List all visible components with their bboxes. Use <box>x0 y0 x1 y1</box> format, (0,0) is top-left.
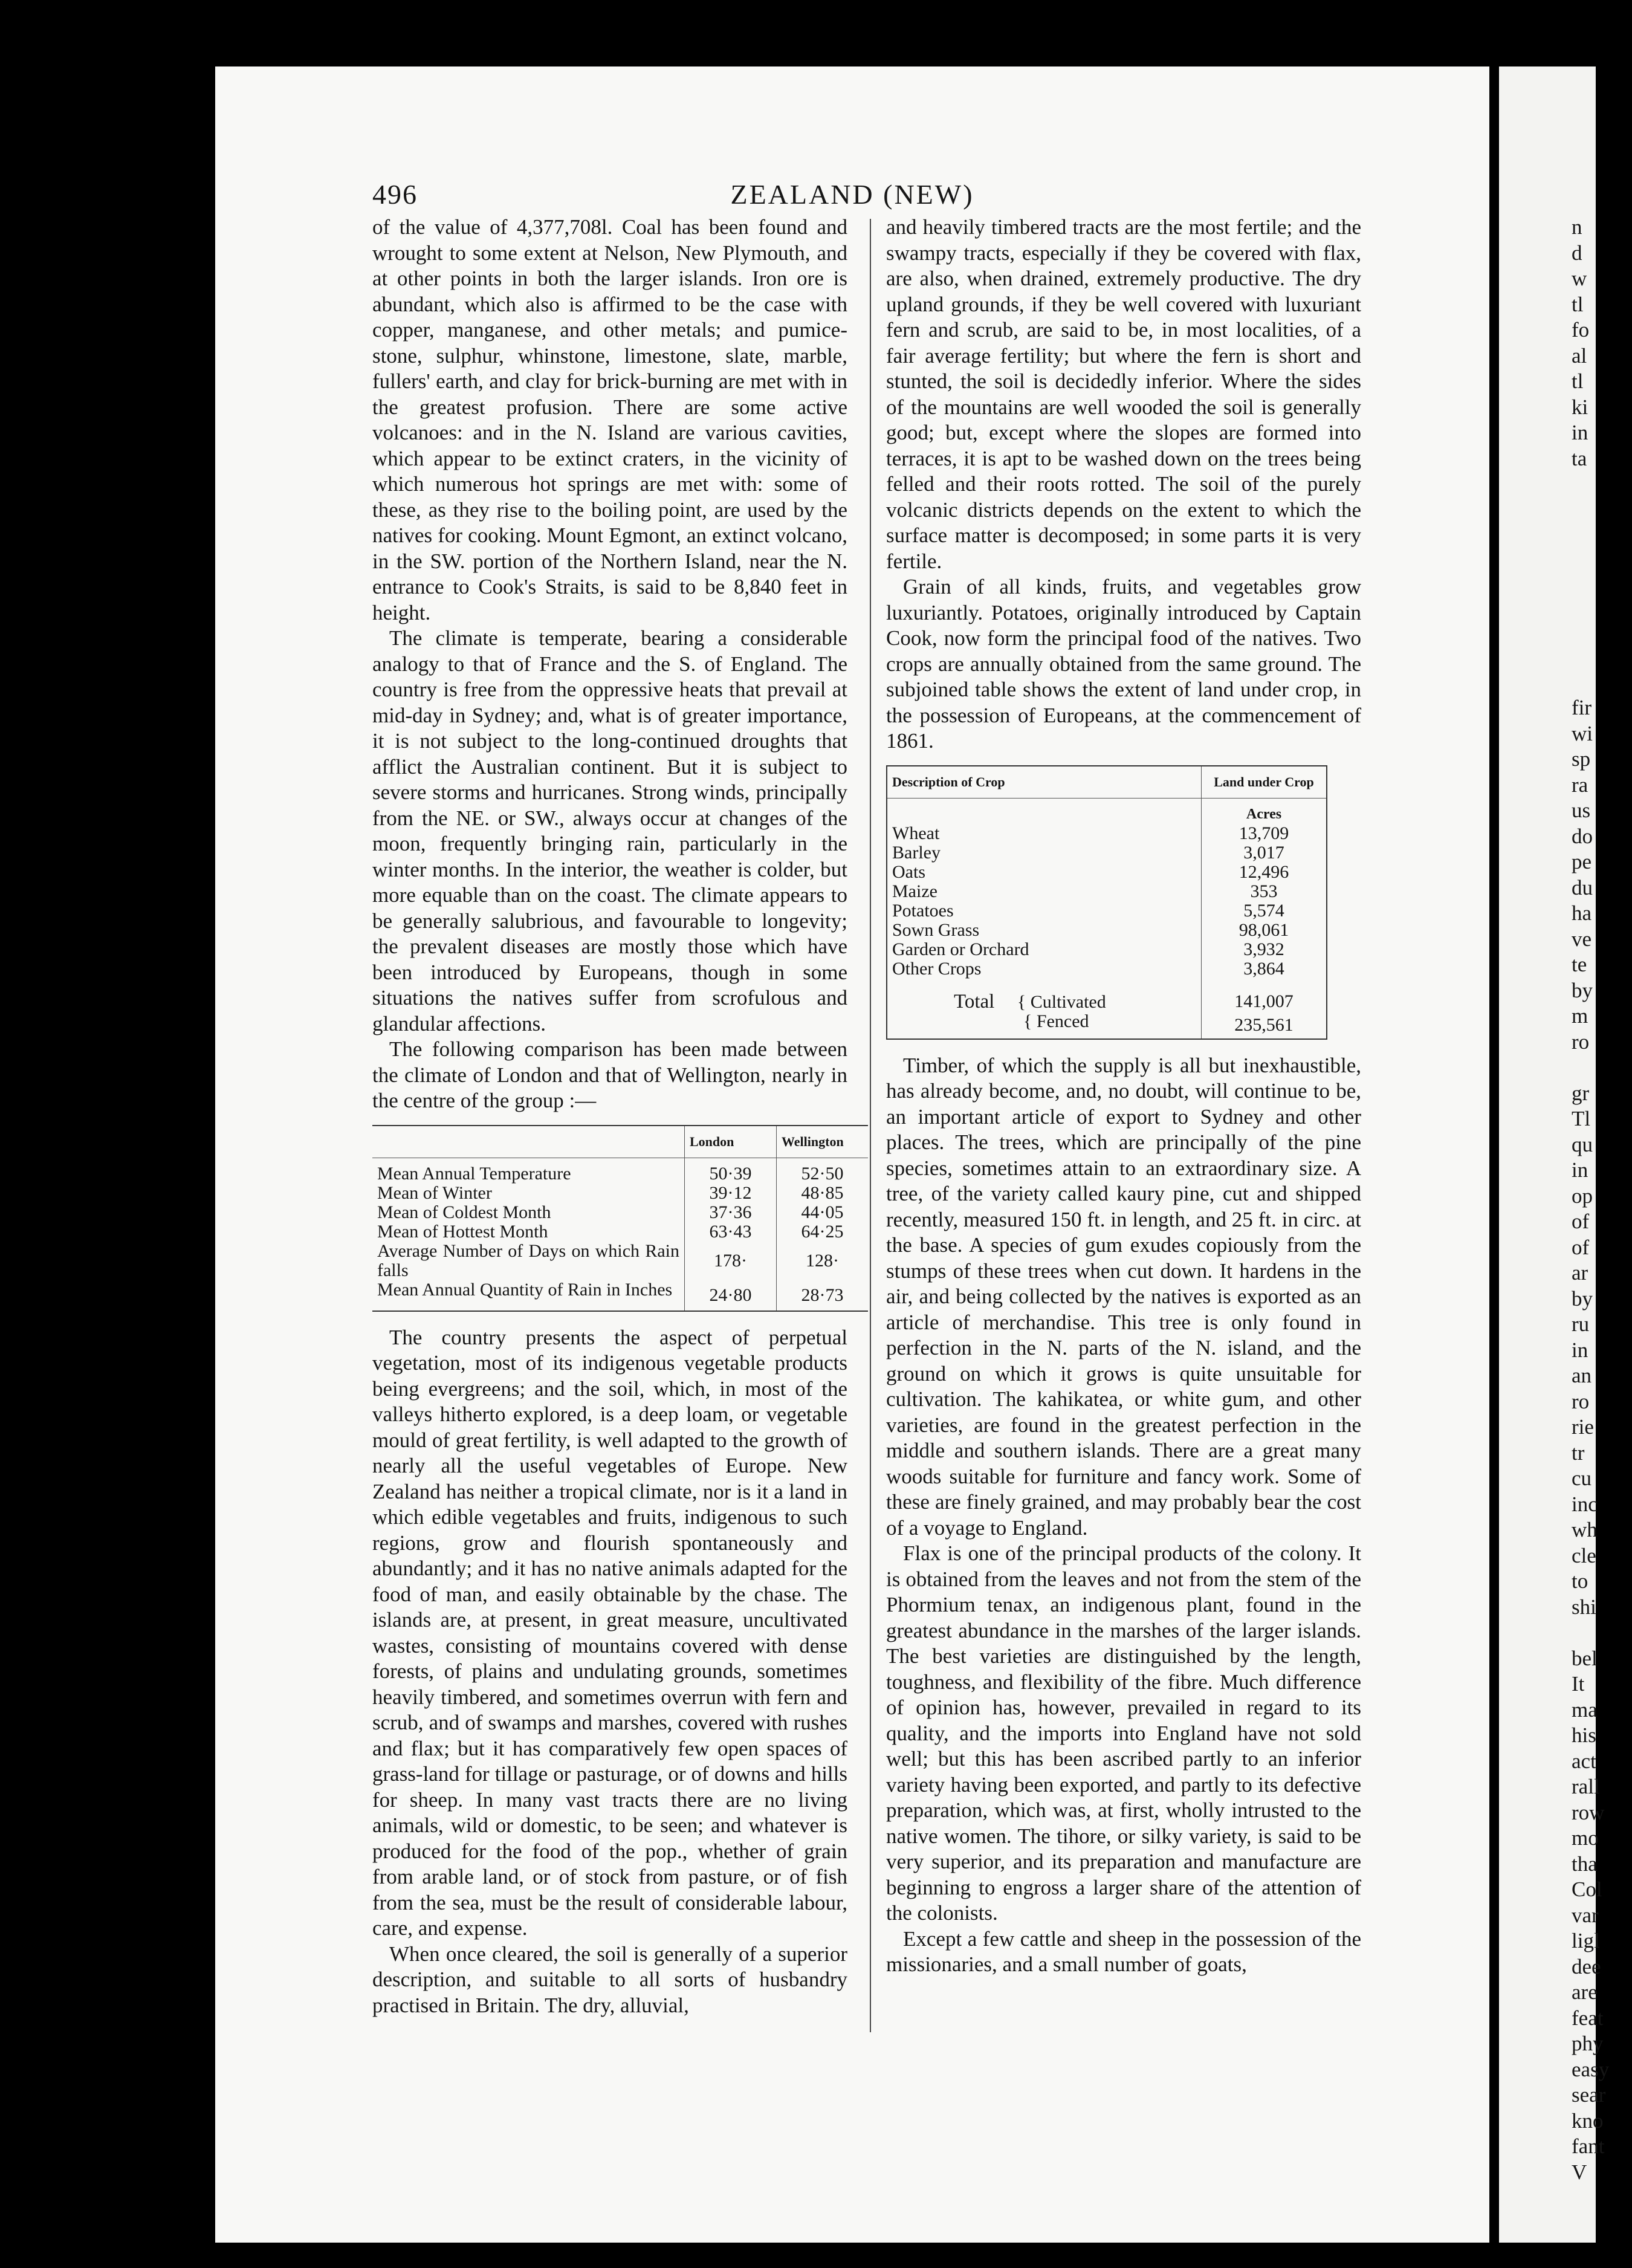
crop-acres: 5,574 <box>1202 901 1327 921</box>
london-value: 37·36 <box>685 1203 777 1222</box>
column-rule <box>870 219 871 2032</box>
fragment-line: var <box>1572 1903 1599 1927</box>
page-title: ZEALAND (NEW) <box>730 179 974 210</box>
fragment-line: wi <box>1572 721 1593 745</box>
fragment-line <box>1572 1620 1632 1646</box>
fragment-line: fant <box>1572 2134 1605 2158</box>
climate-label: Mean Annual Quantity of Rain in Inches <box>377 1279 673 1300</box>
fragment-line: wh <box>1572 1518 1598 1541</box>
paragraph: Grain of all kinds, fruits, and vegetables grow luxuriantly. Potatoes, originally introduced by Captain Cook, now form the principal food of the natives. Two crops are annually obtained from the same ground. The subjoined table shows the extent of land under crop, in the possession of Europeans, at the commencement of 1861. <box>886 575 1361 753</box>
table-row <box>887 921 1327 940</box>
climate-label: Mean Annual Temperature <box>377 1163 571 1184</box>
crop-name: Maize <box>892 881 937 901</box>
london-value: 39·12 <box>685 1184 777 1203</box>
fragment-line: n <box>1572 215 1582 239</box>
fragment-line: mo <box>1572 1826 1599 1850</box>
fragment-line: fo <box>1572 318 1590 342</box>
unit-label: Acres <box>1202 798 1327 824</box>
fragment-line: in <box>1572 421 1588 444</box>
total-cultivated-acres: 141,007 <box>1202 992 1327 1012</box>
crop-table <box>886 765 1327 1040</box>
fragment-line: Tl <box>1572 1107 1591 1130</box>
total-fenced-label: Fenced <box>1036 1011 1089 1031</box>
crop-name: Oats <box>892 861 925 882</box>
climate-label: Mean of Hottest Month <box>377 1221 548 1242</box>
fragment-line: Col <box>1572 1878 1602 1901</box>
fragment-line: pe <box>1572 850 1592 873</box>
book-page <box>215 66 1489 2243</box>
fragment-line: rie <box>1572 1415 1594 1439</box>
fragment-line: tl <box>1572 369 1584 393</box>
table-row <box>372 1184 868 1203</box>
fragment-line: us <box>1572 799 1591 822</box>
fragment-line: in <box>1572 1338 1588 1362</box>
climate-label: Average Number of Days on which Rain falls <box>377 1240 679 1280</box>
paragraph: Flax is one of the principal products of the colony. It is obtained from the leaves and not from the stem of the Phormium tenax, an indigenous plant, found in the greatest abundance in the marshes of the larger islands. The best varieties are distinguished by the length, toughness, and flexibility of the fibre. Much difference of opinion has, however, prevailed in regard to its quality, and the imports into England have not sold well; but this has been ascribed partly to an inferior variety having been exported, and partly to its defective preparation, which was, at first, wholly intrusted to the native women. The tihore, or silky variety, is said to be very superior, and its preparation and manufacture are beginning to engross a larger share of the attention of the colonists. <box>886 1541 1361 1925</box>
table-header: Description of Crop <box>887 766 1202 799</box>
fragment-line: kno <box>1572 2108 1604 2133</box>
fragment-line: V <box>1572 2160 1587 2184</box>
fragment-line: inc <box>1572 1492 1598 1516</box>
crop-name: Garden or Orchard <box>892 939 1029 959</box>
table-row <box>372 1242 868 1280</box>
fragment-line: ra <box>1572 773 1588 797</box>
table-row <box>887 824 1327 843</box>
crop-name: Potatoes <box>892 900 954 921</box>
paragraph: of the value of 4,377,708l. Coal has been found and wrought to some extent at Nelson, New Plymouth, and at other points in both the larger islands. Iron ore is abundant, which also is affirmed to be the case with copper, manganese, and other metals; and pumice-stone, sulphur, whinstone, limestone, slate, marble, fullers' earth, and clay for brick-burning are met with in the greatest profusion. There are some active volcanoes: and in the N. Island are various cavities, which appear to be extinct craters, in the vicinity of which numerous hot springs are met with: some of these, as they rise to the boiling point, are used by the natives for cooking. Mount Egmont, an extinct volcano, in the SW. portion of the Northern Island, near the N. entrance to Cook's Straits, is said to be 8,840 feet in height. <box>372 215 847 624</box>
london-value: 50·39 <box>685 1164 777 1184</box>
fragment-line: act <box>1572 1749 1596 1773</box>
table-header: London <box>685 1126 777 1158</box>
fragment-line: tha <box>1572 1852 1598 1876</box>
crop-acres: 3,864 <box>1202 959 1327 979</box>
table-header: Land under Crop <box>1202 766 1327 799</box>
crop-name: Barley <box>892 842 941 863</box>
fragment-line: sear <box>1572 2083 1606 2107</box>
fragment-line: tl <box>1572 292 1584 316</box>
fragment-line: ve <box>1572 927 1592 951</box>
fragment-line: phy <box>1572 2032 1604 2055</box>
table-row <box>372 1280 868 1311</box>
fragment-line: tr <box>1572 1440 1585 1465</box>
crop-name: Sown Grass <box>892 919 980 940</box>
fragment-line: shi <box>1572 1595 1596 1619</box>
right-column <box>886 215 1361 1978</box>
adjacent-page-fragments <box>1572 215 1632 2185</box>
wellington-value: 44·05 <box>777 1203 869 1222</box>
left-column <box>372 215 847 2018</box>
fragment-line: ar <box>1572 1261 1588 1285</box>
fragment-line: ma <box>1572 1697 1598 1722</box>
fragment-line: ru <box>1572 1312 1590 1336</box>
total-fenced-acres: 235,561 <box>1202 1012 1327 1039</box>
total-label: Total <box>954 990 995 1012</box>
wellington-value: 128· <box>777 1242 869 1280</box>
fragment-line: by <box>1572 1286 1593 1311</box>
wellington-value: 64·25 <box>777 1222 869 1242</box>
table-row <box>887 959 1327 979</box>
fragment-line: ro <box>1572 1389 1590 1413</box>
fragment-line: in <box>1572 1158 1588 1182</box>
crop-name: Wheat <box>892 823 940 843</box>
fragment-line: bel <box>1572 1646 1598 1670</box>
fragment-line: row <box>1572 1800 1605 1824</box>
crop-name: Other Crops <box>892 958 982 979</box>
fragment-line: feat <box>1572 2006 1604 2030</box>
fragment-line: It <box>1572 1672 1585 1696</box>
running-header <box>215 178 1489 215</box>
fragment-line: dee <box>1572 1954 1601 1978</box>
wellington-value: 52·50 <box>777 1164 869 1184</box>
paragraph: When once cleared, the soil is generally of a superior description, and suitable to all sorts of husbandry practised in Britain. The dry, alluvial, <box>372 1942 847 2017</box>
climate-label: Mean of Coldest Month <box>377 1202 551 1222</box>
table-row <box>887 863 1327 882</box>
fragment-line: ki <box>1572 395 1588 419</box>
fragment-line: by <box>1572 978 1593 1002</box>
table-header-row <box>887 766 1327 799</box>
fragment-line: his <box>1572 1723 1596 1747</box>
fragment-line: du <box>1572 875 1593 899</box>
wellington-value: 48·85 <box>777 1184 869 1203</box>
fragment-line: te <box>1572 953 1587 976</box>
fragment-line: to <box>1572 1569 1588 1593</box>
fragment-line: ha <box>1572 901 1592 925</box>
fragment-line: ro <box>1572 1029 1590 1054</box>
table-header <box>372 1126 685 1158</box>
crop-acres: 3,017 <box>1202 843 1327 863</box>
fragment-line: qu <box>1572 1132 1593 1156</box>
page-number: 496 <box>372 179 418 210</box>
table-row <box>887 843 1327 863</box>
total-row: Total { Cultivated 141,007 <box>887 992 1327 1012</box>
fragment-block <box>1572 695 1632 2185</box>
fragment-line: gr <box>1572 1081 1590 1105</box>
total-row: { Fenced 235,561 <box>887 1012 1327 1039</box>
fragment-line: are <box>1572 1980 1598 2004</box>
fragment-line: cle <box>1572 1543 1596 1567</box>
fragment-line: rall <box>1572 1775 1600 1798</box>
adjacent-page-edge <box>1499 66 1610 2243</box>
table-row <box>372 1164 868 1184</box>
crop-acres: 13,709 <box>1202 824 1327 843</box>
total-cultivated-label: Cultivated <box>1030 991 1106 1012</box>
table-header: Wellington <box>777 1126 869 1158</box>
fragment-line: d <box>1572 241 1582 265</box>
london-value: 63·43 <box>685 1222 777 1242</box>
fragment-line: op <box>1572 1184 1593 1208</box>
fragment-line: of <box>1572 1235 1590 1259</box>
london-value: 178· <box>685 1242 777 1280</box>
fragment-block <box>1572 215 1632 471</box>
paragraph: The country presents the aspect of perpetual vegetation, most of its indigenous vegetable products being evergreens; and the soil, which, in most of the valleys hitherto explored, is a deep loam, or vegetable mould of great fertility, is well adapted to the growth of nearly all the useful vegetables of Europe. New Zealand has neither a tropical climate, nor is it a land in which edible vegetables and fruits, indigenous to such regions, grow and flourish spontaneously and abundantly; and it has no native animals adapted for the food of man, and easily obtainable by the chase. The islands are, at present, in great measure, uncultivated wastes, consisting of mountains covered with dense forests, of plains and undulating grounds, sometimes heavily timbered, and sometimes overrun with fern and scrub, and of swamps and marshes, covered with rushes and flax; but it has comparatively few open spaces of grass-land for tillage or pasturage, or of downs and hills for sheep. In many vast tracts there are no living animals, wild or domestic, to be seen; and whatever is produced for the food of the pop., whether of grain from arable land, or of stock from pasture, or of fish from the sea, must be the result of considerable labour, care, and expense. <box>372 1325 847 1940</box>
climate-table <box>372 1125 868 1312</box>
crop-acres: 353 <box>1202 882 1327 901</box>
london-value: 24·80 <box>685 1280 777 1311</box>
climate-label: Mean of Winter <box>377 1182 492 1203</box>
fragment-line: ligl <box>1572 1929 1600 1952</box>
fragment-line: al <box>1572 343 1587 368</box>
wellington-value: 28·73 <box>777 1280 869 1311</box>
fragment-line: ta <box>1572 446 1587 470</box>
crop-acres: 12,496 <box>1202 863 1327 882</box>
table-row <box>887 882 1327 901</box>
table-row <box>372 1203 868 1222</box>
crop-acres: 3,932 <box>1202 940 1327 959</box>
fragment-line: of <box>1572 1210 1590 1233</box>
paragraph: and heavily timbered tracts are the most fertile; and the swampy tracts, especially if they be covered with flax, are also, when drained, extremely productive. The dry upland grounds, if they be well covered with luxuriant fern and scrub, are said to be, in most localities, of a fair average fertility; but where the fern is short and stunted, the soil is decidedly inferior. Where the sides of the mountains are well wooded the soil is generally good; but, except where the slopes are formed into terraces, it is apt to be washed down on the trees being felled and their roots rotted. The soil of the purely volcanic districts depends on the extent to which the surface matter is decomposed; in some parts it is very fertile. <box>886 215 1361 573</box>
table-row <box>887 940 1327 959</box>
fragment-line: m <box>1572 1004 1588 1028</box>
paragraph: Except a few cattle and sheep in the possession of the missionaries, and a small number of goats, <box>886 1926 1361 1976</box>
paragraph: Timber, of which the supply is all but inexhaustible, has already become, and, no doubt, will continue to be, an important article of export to Sydney and other places. The trees, which are principally of the pine species, sometimes attain to an extraordinary size. A tree, of the variety called kaury pine, cut and shipped recently, measured 150 ft. in length, and 25 ft. in circ. at the base. A species of gum exudes copiously from the stumps of these trees when cut down. It hardens in the air, and being collected by the natives is exported as an article of merchandise. This tree is only found in perfection in the N. parts of the N. island, and the ground on which it grows is quite unsuitable for cultivation. The kahikatea, or white gum, and other varieties, are found in the greatest perfection in the middle and southern islands. There are a great many woods suitable for furniture and fancy work. Some of these are finely grained, and may probably bear the cost of a voyage to England. <box>886 1053 1361 1540</box>
fragment-line: do <box>1572 824 1593 848</box>
fragment-line: cu <box>1572 1466 1592 1490</box>
paragraph: The following comparison has been made between the climate of London and that of Wellington, nearly in the centre of the group :— <box>372 1037 847 1112</box>
table-row <box>887 901 1327 921</box>
fragment-line <box>1572 1055 1632 1081</box>
fragment-line: sp <box>1572 747 1591 771</box>
fragment-line: an <box>1572 1364 1592 1387</box>
table-header-row <box>372 1126 868 1158</box>
crop-acres: 98,061 <box>1202 921 1327 940</box>
table-row <box>372 1222 868 1242</box>
fragment-line: easy <box>1572 2057 1610 2081</box>
fragment-line: w <box>1572 267 1587 290</box>
fragment-line: fir <box>1572 696 1592 719</box>
paragraph: The climate is temperate, bearing a considerable analogy to that of France and the S. of England. The country is free from the oppressive heats that prevail at mid-day in Sydney; and, what is of greater importance, it is not subject to the long-continued droughts that afflict the Australian continent. But it is subject to severe storms and hurricanes. Strong winds, principally from the NE. or SW., always occur at changes of the moon, frequently bringing rain, particularly in the winter months. In the interior, the weather is colder, but more equable than on the coast. The climate appears to be generally salubrious, and favourable to longevity; the prevalent diseases are mostly those which have been introduced by Europeans, though in some situations the natives suffer from scrofulous and glandular affections. <box>372 626 847 1035</box>
